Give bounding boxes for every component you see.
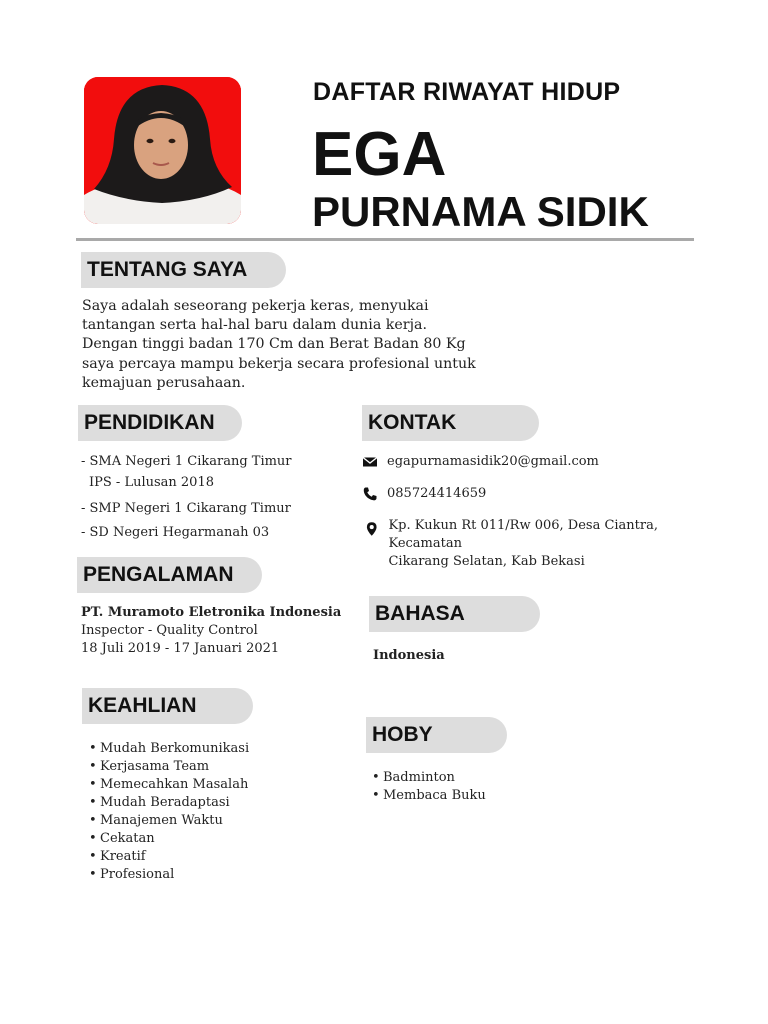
about-text xyxy=(82,297,502,393)
contact-email: egapurnamasidik20@gmail.com xyxy=(387,454,599,469)
hobby-list xyxy=(366,769,606,805)
skills-list xyxy=(83,740,323,884)
section-title-experience: PENGALAMAN xyxy=(77,557,262,593)
section-title-hobby: HOBY xyxy=(366,717,507,753)
about-line: Saya adalah seseorang pekerja keras, menyukai xyxy=(82,298,429,314)
education-item: - SMP Negeri 1 Cikarang Timur xyxy=(81,501,291,516)
section-title-skills: KEAHLIAN xyxy=(82,688,253,724)
about-line: kemajuan perusahaan. xyxy=(82,374,246,391)
experience-block xyxy=(81,604,361,658)
contact-email-row xyxy=(362,453,599,471)
envelope-icon xyxy=(362,454,378,470)
contact-phone-row xyxy=(362,485,486,503)
contact-address-line: Cikarang Selatan, Kab Bekasi xyxy=(388,554,585,569)
first-name: EGA xyxy=(312,120,447,189)
skill-item: • Memecahkan Masalah xyxy=(83,776,323,794)
document-label: DAFTAR RIWAYAT HIDUP xyxy=(313,78,621,106)
education-item: - SMA Negeri 1 Cikarang Timur xyxy=(81,454,292,469)
education-item: - SD Negeri Hegarmanah 03 xyxy=(81,525,270,540)
contact-phone: 085724414659 xyxy=(387,486,487,501)
map-pin-icon xyxy=(364,521,379,537)
about-line: tantangan serta hal-hal baru dalam dunia kerja. xyxy=(82,317,427,334)
last-name: PURNAMA SIDIK xyxy=(312,188,649,235)
header-divider xyxy=(76,238,694,241)
hobby-item: • Membaca Buku xyxy=(366,787,606,805)
contact-address-row xyxy=(364,517,724,571)
experience-period: 18 Juli 2019 - 17 Januari 2021 xyxy=(81,641,280,656)
section-title-contact: KONTAK xyxy=(362,405,539,441)
profile-photo xyxy=(84,77,241,224)
education-list xyxy=(81,453,351,542)
experience-position: Inspector - Quality Control xyxy=(81,623,258,638)
person-portrait-icon xyxy=(84,77,241,224)
experience-company: PT. Muramoto Eletronika Indonesia xyxy=(81,605,342,620)
language-value: Indonesia xyxy=(373,648,445,663)
skill-item: • Manajemen Waktu xyxy=(83,812,323,830)
section-title-language: BAHASA xyxy=(369,596,540,632)
about-line: saya percaya mampu bekerja secara profesional untuk xyxy=(82,355,476,372)
section-title-about: TENTANG SAYA xyxy=(81,252,286,288)
skill-item: • Kreatif xyxy=(83,848,323,866)
section-title-education: PENDIDIKAN xyxy=(78,405,242,441)
about-line: Dengan tinggi badan 170 Cm dan Berat Badan 80 Kg xyxy=(82,336,466,353)
skill-item: • Mudah Beradaptasi xyxy=(83,794,323,812)
skill-item: • Cekatan xyxy=(83,830,323,848)
phone-icon xyxy=(362,486,378,502)
skill-item: • Mudah Berkomunikasi xyxy=(83,740,323,758)
skill-item: • Kerjasama Team xyxy=(83,758,323,776)
education-item-detail: IPS - Lulusan 2018 xyxy=(89,475,214,490)
skill-item: • Profesional xyxy=(83,866,323,884)
contact-address-line: Kp. Kukun Rt 011/Rw 006, Desa Ciantra, Kecamatan xyxy=(388,518,659,551)
contact-address xyxy=(388,517,724,571)
hobby-item: • Badminton xyxy=(366,769,606,787)
